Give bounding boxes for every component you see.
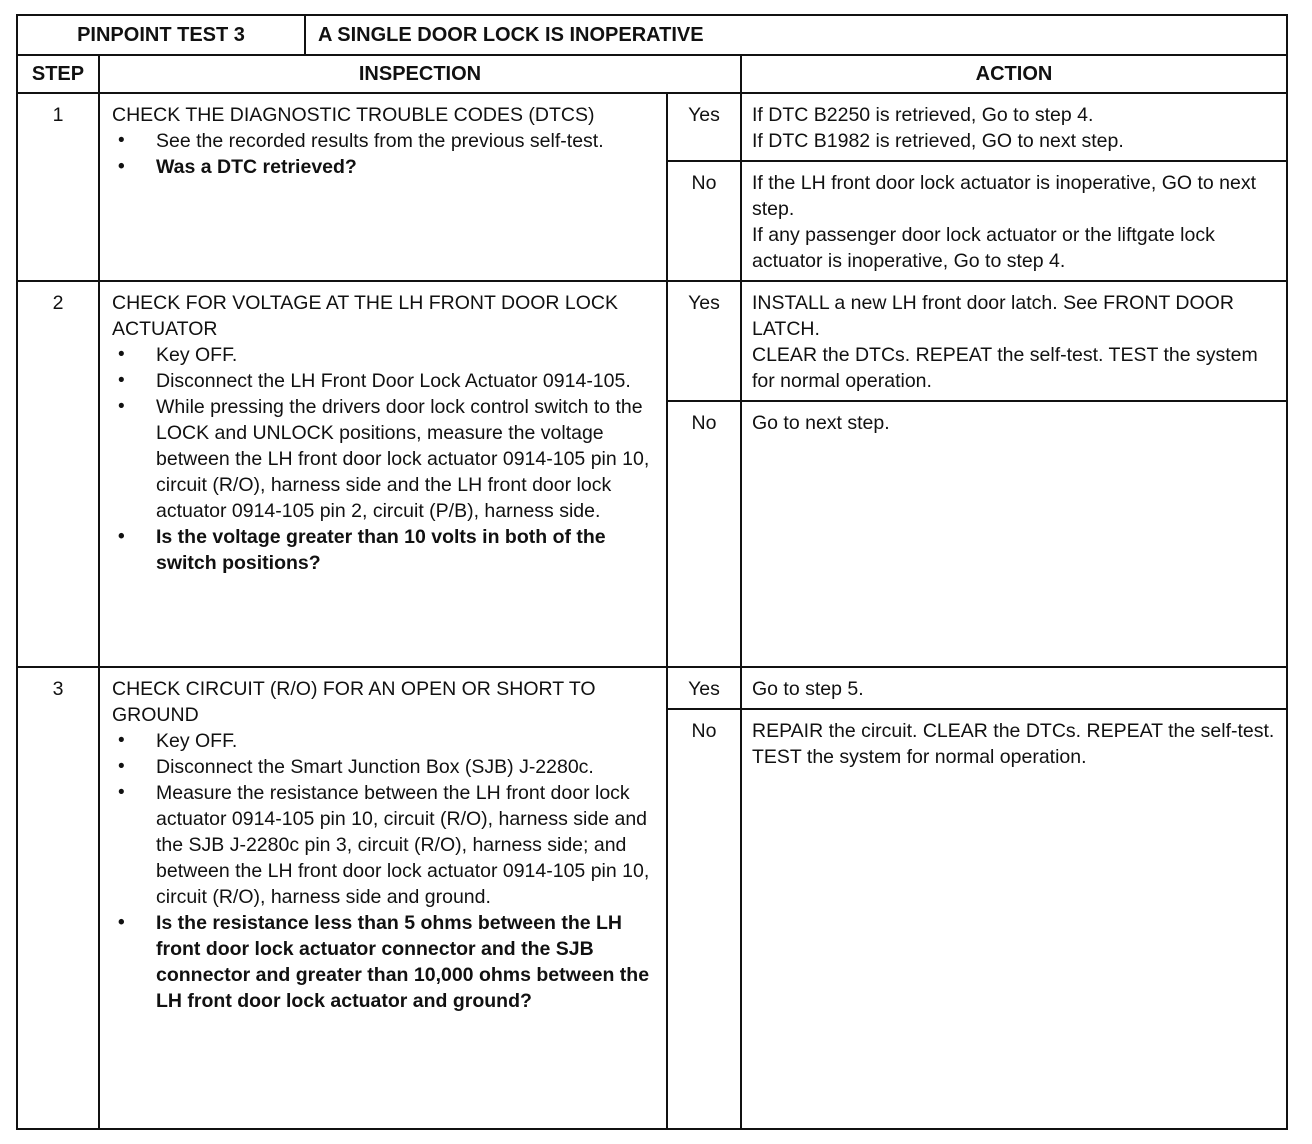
step-question: • Was a DTC retrieved? (156, 154, 656, 180)
bullet-item: • While pressing the drivers door lock control switch to the LOCK and UNLOCK positions, measure the voltage between the LH front door lock actuator 0914-105 pin 10, circuit (R/O), harness side and the LH front door lock actuator 0914-105 pin 2, circuit (P/B), harness side. (156, 394, 656, 524)
yes-action (741, 281, 1287, 401)
step-2-inspection (99, 281, 667, 667)
no-action (741, 709, 1287, 1129)
yes-action (741, 93, 1287, 161)
step-number: 1 (17, 93, 99, 281)
column-header-row (17, 55, 1287, 93)
step-bullets (112, 128, 656, 180)
step-2-yes-row (17, 281, 1287, 401)
pinpoint-test-table (16, 14, 1288, 1130)
step-title: CHECK CIRCUIT (R/O) FOR AN OPEN OR SHORT TO GROUND (112, 678, 596, 726)
step-number: 3 (17, 667, 99, 1129)
step-bullets (112, 342, 656, 576)
action-line: If the LH front door lock actuator is inoperative, GO to next step. (752, 172, 1257, 220)
step-question: • Is the resistance less than 5 ohms between the LH front door lock actuator connector and the SJB connector and greater than 10,000 ohms between the LH front door lock actuator and ground? (156, 910, 656, 1014)
step-title: CHECK THE DIAGNOSTIC TROUBLE CODES (DTCS) (112, 104, 595, 126)
action-line: Go to step 5. (752, 678, 864, 700)
column-header-step: STEP (17, 55, 99, 93)
action-line: Go to next step. (752, 412, 890, 434)
test-title: A SINGLE DOOR LOCK IS INOPERATIVE (305, 15, 1287, 55)
test-label: PINPOINT TEST 3 (17, 15, 305, 55)
step-1-yes-row (17, 93, 1287, 161)
no-label: No (667, 709, 741, 1129)
yes-action (741, 667, 1287, 709)
column-header-action: ACTION (741, 55, 1287, 93)
bullet-item: • Measure the resistance between the LH front door lock actuator 0914-105 pin 10, circuit (R/O), harness side and the SJB J-2280c pin 3, circuit (R/O), harness side; and between the LH front door lock actuator 0914-105 pin 10, circuit (R/O), harness side and ground. (156, 780, 656, 910)
step-question: • Is the voltage greater than 10 volts in both of the switch positions? (156, 524, 656, 576)
bullet-item: • Disconnect the LH Front Door Lock Actuator 0914-105. (156, 368, 656, 394)
action-line: INSTALL a new LH front door latch. See FRONT DOOR LATCH. (752, 292, 1234, 340)
yes-label: Yes (667, 281, 741, 401)
step-3-inspection (99, 667, 667, 1129)
step-bullets (112, 728, 656, 1014)
step-3-yes-row (17, 667, 1287, 709)
action-line: CLEAR the DTCs. REPEAT the self-test. TEST the system for normal operation. (752, 344, 1258, 392)
yes-label: Yes (667, 93, 741, 161)
bullet-item: • Disconnect the Smart Junction Box (SJB) J-2280c. (156, 754, 656, 780)
bullet-item: • Key OFF. (156, 342, 656, 368)
yes-label: Yes (667, 667, 741, 709)
no-action (741, 401, 1287, 667)
column-header-inspection: INSPECTION (99, 55, 741, 93)
step-number: 2 (17, 281, 99, 667)
pinpoint-test-document (16, 14, 1286, 1130)
no-label: No (667, 401, 741, 667)
action-line: REPAIR the circuit. CLEAR the DTCs. REPEAT the self-test. TEST the system for normal operation. (752, 720, 1275, 768)
step-title: CHECK FOR VOLTAGE AT THE LH FRONT DOOR LOCK ACTUATOR (112, 292, 619, 340)
step-1-inspection (99, 93, 667, 281)
action-line: If DTC B1982 is retrieved, GO to next step. (752, 130, 1124, 152)
bullet-item: • Key OFF. (156, 728, 656, 754)
no-label: No (667, 161, 741, 281)
table-header-row (17, 15, 1287, 55)
bullet-item: • See the recorded results from the previous self-test. (156, 128, 656, 154)
action-line: If DTC B2250 is retrieved, Go to step 4. (752, 104, 1094, 126)
no-action (741, 161, 1287, 281)
action-line: If any passenger door lock actuator or the liftgate lock actuator is inoperative, Go to step 4. (752, 224, 1215, 272)
